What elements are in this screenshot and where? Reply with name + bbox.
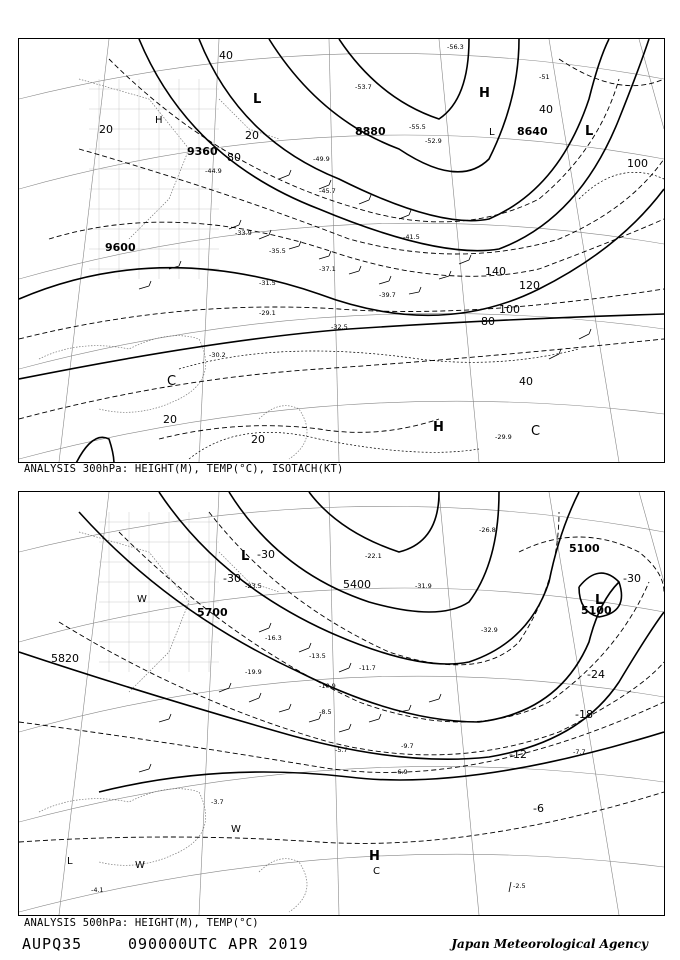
graticule: [19, 492, 664, 915]
station-temp: -56.3: [447, 43, 464, 51]
height-label-5100: 5100: [581, 604, 612, 617]
height-label-8640: 8640: [517, 125, 548, 138]
station-temp: -30.2: [209, 351, 226, 359]
station-temp: -39.7: [379, 291, 396, 299]
height-label-5820: 5820: [51, 652, 79, 665]
bulletin-id: AUPQ35: [22, 935, 83, 953]
cold-marker: C: [167, 374, 177, 389]
station-temp: -52.9: [425, 137, 442, 145]
station-temp: -45.7: [319, 187, 336, 195]
temperature-label: -6: [533, 802, 544, 815]
station-temp: -53.7: [355, 83, 372, 91]
grid-area: [99, 512, 219, 672]
low-marker: L: [253, 92, 262, 107]
isotach-labels: [99, 49, 648, 446]
station-temp: -31.9: [415, 582, 432, 590]
temperature-label: -30: [623, 572, 641, 585]
station-temp: -3.7: [211, 798, 224, 806]
warm-marker: W: [231, 824, 241, 835]
temperature-label: -30: [257, 548, 275, 561]
valid-time: 090000UTC APR 2019: [128, 935, 309, 953]
chart-300hpa: [18, 38, 665, 463]
station-temp: -5.7: [335, 746, 348, 754]
isotach-label: 100: [627, 157, 648, 170]
temperature-label: -18: [575, 708, 593, 721]
isotach-label: 80: [227, 151, 241, 164]
caption-300hpa: ANALYSIS 300hPa: HEIGHT(M), TEMP(°C), ISOTACH(KT): [24, 463, 344, 475]
cold-marker: C: [531, 424, 541, 439]
temperature-label: -30: [223, 572, 241, 585]
high-marker: H: [155, 115, 163, 126]
height-label-8880: 8880: [355, 125, 386, 138]
isotach-label: 140: [485, 265, 506, 278]
map-300hpa: [19, 39, 664, 462]
station-temp: -8.5: [319, 708, 332, 716]
station-temp: -9.7: [401, 742, 414, 750]
height-label-5400: 5400: [343, 578, 371, 591]
caption-500hpa: ANALYSIS 500hPa: HEIGHT(M), TEMP(°C): [24, 917, 259, 929]
station-temp: -10.9: [319, 682, 336, 690]
station-temp: -44.9: [205, 167, 222, 175]
station-temp: -29.9: [495, 433, 512, 441]
station-temperatures: [91, 526, 586, 894]
low-marker: L: [595, 593, 604, 608]
isotach-label: 20: [251, 433, 265, 446]
isotach-label: 40: [519, 375, 533, 388]
isotach-label: 120: [519, 279, 540, 292]
station-temp: -35.5: [269, 247, 286, 255]
station-temp: -51: [539, 73, 550, 81]
temperature-label: -12: [509, 748, 527, 761]
low-marker: L: [585, 124, 594, 139]
map-500hpa: [19, 492, 664, 915]
station-temp: -33.9: [235, 229, 252, 237]
station-temp: -37.1: [319, 265, 336, 273]
isotach-label: 20: [245, 129, 259, 142]
station-temp: -11.7: [359, 664, 376, 672]
height-label-5100: 5100: [569, 542, 600, 555]
station-temp: -13.5: [309, 652, 326, 660]
station-temp: -23.5: [245, 582, 262, 590]
height-label-9360: 9360: [187, 145, 218, 158]
height-label-9600: 9600: [105, 241, 136, 254]
station-temp: -31.5: [259, 279, 276, 287]
warm-marker: W: [135, 860, 145, 871]
isotach-label: 40: [219, 49, 233, 62]
station-temp: -29.1: [259, 309, 276, 317]
station-temp: -32.5: [331, 323, 348, 331]
station-temp: -4.1: [91, 886, 104, 894]
height-label-5700: 5700: [197, 606, 228, 619]
station-temp: -19.9: [245, 668, 262, 676]
warm-marker: W: [137, 594, 147, 605]
station-temp: -22.1: [365, 552, 382, 560]
isotach-label: 80: [481, 315, 495, 328]
station-temp: -16.3: [265, 634, 282, 642]
chart-500hpa: [18, 491, 665, 916]
station-temp: -7.7: [573, 748, 586, 756]
coastlines: [39, 532, 307, 912]
station-temp: -41.5: [403, 233, 420, 241]
isotach-label: 20: [163, 413, 177, 426]
low-marker: L: [489, 127, 495, 138]
low-marker: L: [67, 856, 73, 867]
station-temp: -26.8: [479, 526, 496, 534]
isotach-label: 20: [99, 123, 113, 136]
station-temp: -32.9: [481, 626, 498, 634]
station-temp: -55.5: [409, 123, 426, 131]
cold-marker: C: [373, 866, 380, 877]
high-marker: H: [369, 849, 380, 864]
isotach-label: 40: [539, 103, 553, 116]
low-marker: L: [241, 549, 250, 564]
isotach-label: 100: [499, 303, 520, 316]
station-temp: -6.9: [395, 768, 408, 776]
station-temp: -49.9: [313, 155, 330, 163]
agency-name: Japan Meteorological Agency: [451, 937, 648, 951]
high-marker: H: [433, 420, 444, 435]
temperature-label: -24: [587, 668, 605, 681]
station-temp: -2.5: [513, 882, 526, 890]
high-marker: H: [479, 86, 490, 101]
